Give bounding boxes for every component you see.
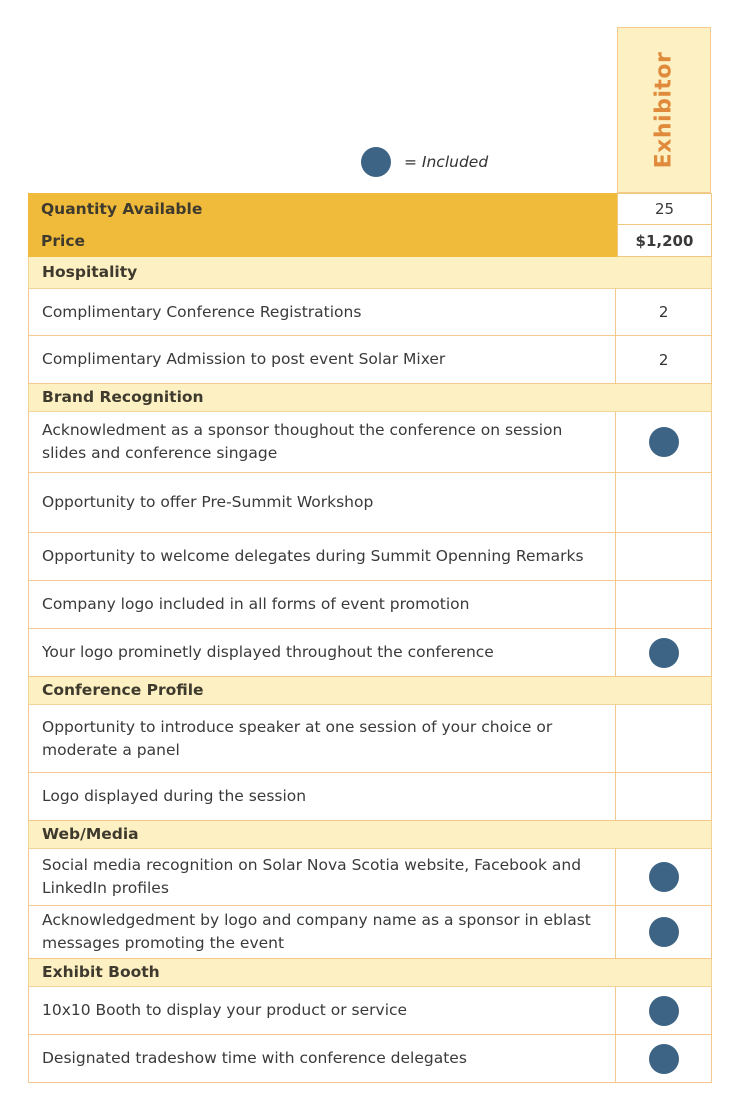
section-title: Hospitality [42, 263, 138, 281]
benefit-row [28, 629, 712, 677]
benefit-label: Acknowledgedment by logo and company name as a sponsor in eblast messages promoting the event [29, 906, 616, 958]
included-dot-icon [649, 917, 679, 947]
summary-value: 25 [617, 193, 712, 225]
included-dot-icon [649, 638, 679, 668]
benefit-row [28, 773, 712, 821]
section-header [28, 821, 712, 849]
benefit-value [616, 533, 711, 580]
section-header [28, 677, 712, 705]
benefit-label: Social media recognition on Solar Nova Scotia website, Facebook and LinkedIn profiles [29, 849, 616, 905]
summary-value: $1,200 [617, 225, 712, 257]
benefit-row [28, 581, 712, 629]
benefit-row [28, 705, 712, 773]
benefit-label: Opportunity to welcome delegates during Summit Openning Remarks [29, 533, 616, 580]
section-title: Exhibit Booth [42, 963, 160, 981]
benefit-label: Your logo prominetly displayed throughout the conference [29, 629, 616, 676]
section-header [28, 959, 712, 987]
summary-row [28, 193, 712, 225]
benefit-value [616, 473, 711, 532]
benefit-label: Opportunity to introduce speaker at one session of your choice or moderate a panel [29, 705, 616, 772]
benefit-label: Acknowledment as a sponsor thoughout the conference on session slides and conference singage [29, 412, 616, 472]
exhibitor-header-label: Exhibitor [651, 51, 677, 169]
benefit-row [28, 906, 712, 959]
exhibitor-column-header [617, 27, 711, 193]
benefit-row [28, 473, 712, 533]
benefit-value [616, 773, 711, 820]
included-dot-icon [649, 996, 679, 1026]
benefit-value: 2 [658, 350, 669, 369]
section-title: Web/Media [42, 825, 139, 843]
benefit-label: Logo displayed during the session [29, 773, 616, 820]
benefit-row [28, 1035, 712, 1083]
benefit-label: Complimentary Conference Registrations [29, 289, 616, 335]
benefit-label: Opportunity to offer Pre-Summit Workshop [29, 473, 616, 532]
benefit-value [616, 1035, 711, 1082]
benefit-value [616, 581, 711, 628]
benefit-row [28, 412, 712, 473]
benefit-row [28, 533, 712, 581]
benefit-value [616, 705, 711, 772]
summary-label: Quantity Available [28, 193, 617, 225]
benefit-value [616, 906, 711, 958]
section-header [28, 257, 712, 289]
benefit-label: 10x10 Booth to display your product or service [29, 987, 616, 1034]
benefit-value [616, 849, 711, 905]
legend [361, 147, 488, 177]
section-title: Conference Profile [42, 681, 204, 699]
section-title: Brand Recognition [42, 388, 204, 406]
benefit-value [616, 629, 711, 676]
benefit-label: Company logo included in all forms of event promotion [29, 581, 616, 628]
included-dot-icon [361, 147, 391, 177]
included-dot-icon [649, 862, 679, 892]
summary-label: Price [28, 225, 617, 257]
benefit-row [28, 336, 712, 384]
benefit-value [616, 412, 711, 472]
summary-row [28, 225, 712, 257]
benefit-row [28, 289, 712, 336]
benefit-label: Complimentary Admission to post event Solar Mixer [29, 336, 616, 383]
included-dot-icon [649, 427, 679, 457]
section-header [28, 384, 712, 412]
benefit-value: 2 [658, 303, 669, 321]
benefit-label: Designated tradeshow time with conference delegates [29, 1035, 616, 1082]
benefit-value [616, 987, 711, 1034]
benefit-row [28, 987, 712, 1035]
benefit-row [28, 849, 712, 906]
sponsorship-table [28, 193, 712, 1083]
legend-label: = Included [404, 153, 489, 171]
included-dot-icon [649, 1044, 679, 1074]
